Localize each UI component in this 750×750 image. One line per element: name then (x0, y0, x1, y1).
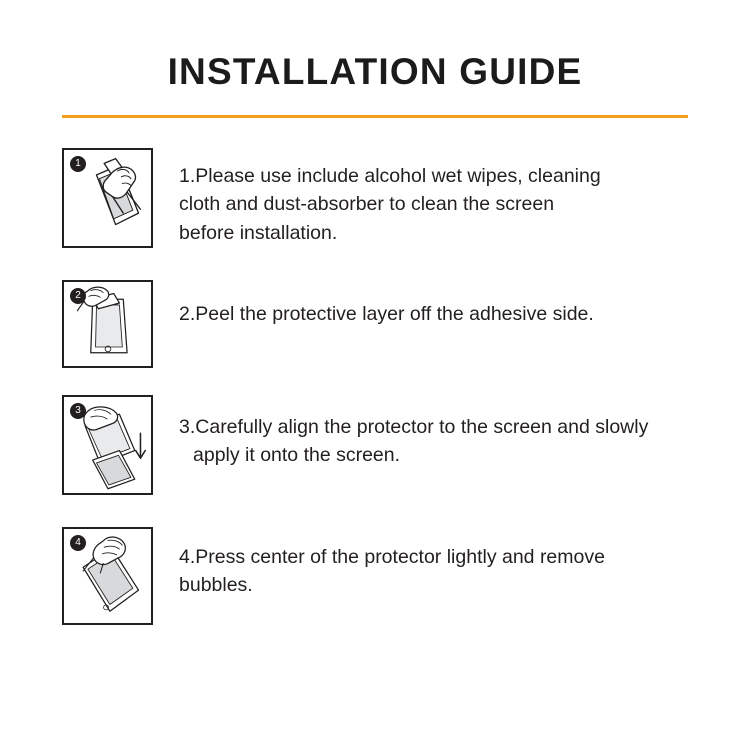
step-item (62, 395, 702, 527)
step-2-line1: Peel the protective layer off the adhesive side. (195, 303, 594, 325)
step-2-prefix: 2. (179, 303, 196, 325)
step-1-line3: before installation. (179, 221, 338, 244)
step-3-illustration-frame (62, 395, 153, 495)
footer-spacer (0, 710, 750, 750)
step-4-line2: bubbles. (179, 574, 253, 597)
title-underline-rule (62, 115, 688, 118)
step-3-line2: apply it onto the screen. (193, 444, 401, 467)
step-3-text (179, 395, 648, 470)
header (62, 52, 688, 118)
step-3-number-badge: 3 (70, 403, 86, 419)
step-4-line1: Press center of the protector lightly and remove (195, 546, 605, 568)
step-4-text (179, 527, 605, 600)
step-1-number-badge: 1 (70, 156, 86, 172)
step-4-number-badge: 4 (70, 535, 86, 551)
step-2-number-badge: 2 (70, 288, 86, 304)
step-3-line1: Carefully align the protector to the screen and slowly (195, 416, 649, 438)
step-item (62, 280, 702, 395)
step-item (62, 527, 702, 647)
step-4-prefix: 4. (179, 546, 196, 568)
step-1-line1: Please use include alcohol wet wipes, cleaning (195, 165, 601, 187)
step-item (62, 148, 702, 280)
step-3-prefix: 3. (179, 416, 196, 438)
steps-list (62, 148, 702, 647)
step-1-line2: cloth and dust-absorber to clean the screen (179, 193, 555, 216)
step-4-illustration-frame (62, 527, 153, 625)
step-2-text (179, 280, 594, 328)
step-2-illustration-frame (62, 280, 153, 368)
step-1-text (179, 148, 601, 247)
page-title: INSTALLATION GUIDE (167, 51, 583, 92)
step-1-prefix: 1. (179, 165, 196, 187)
step-1-illustration-frame (62, 148, 153, 248)
